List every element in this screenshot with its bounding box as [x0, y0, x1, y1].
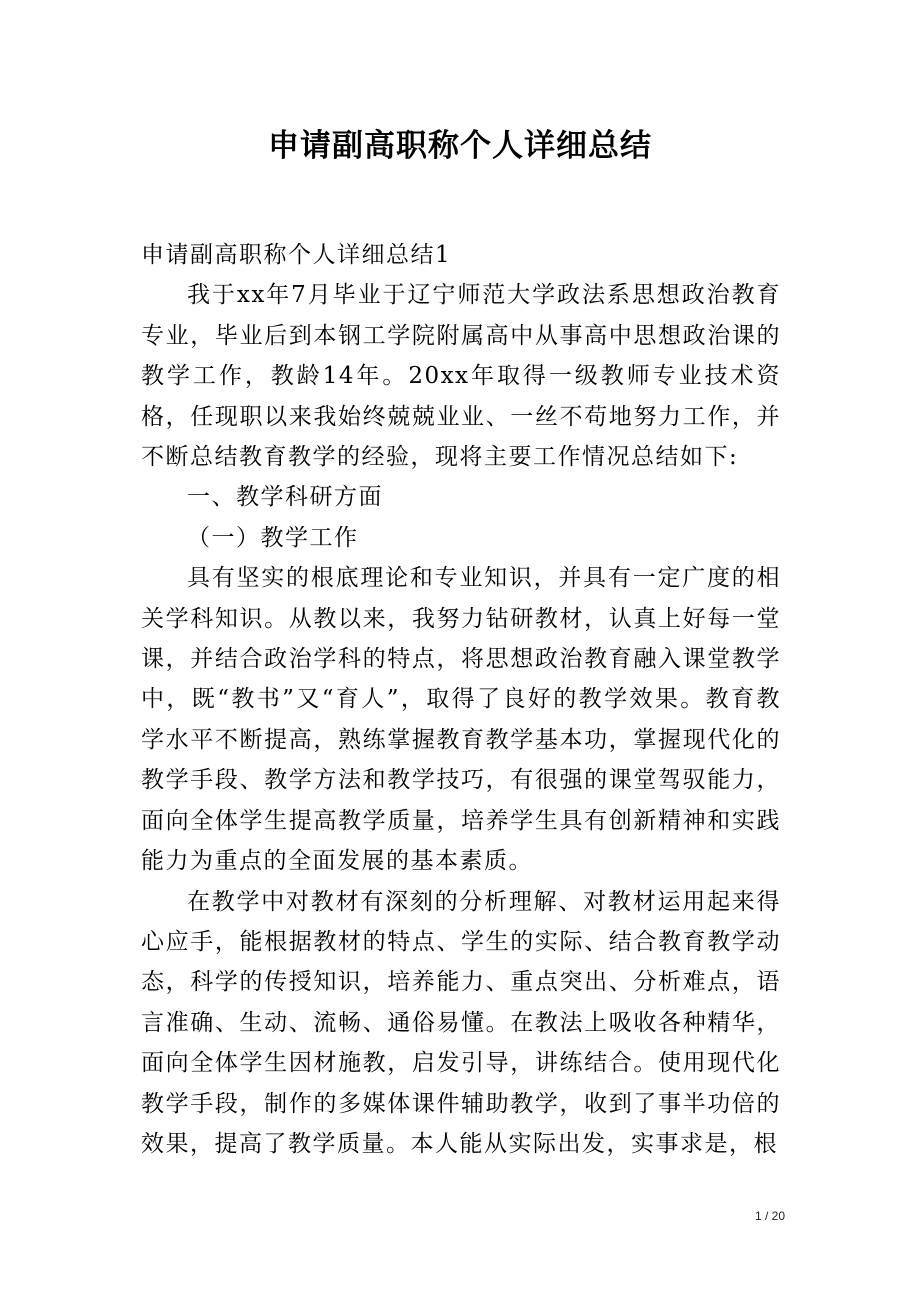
section-heading: 申请副高职称个人详细总结1 — [141, 242, 452, 268]
page-number: 1 / 20 — [754, 1209, 786, 1223]
intro-paragraph: 我于xx年7月毕业于辽宁师范大学政法系思想政治教育专业，毕业后到本钢工学院附属高中从事高中思想政治课的教学工作，教龄14年。20xx年取得一级教师专业技术资格，任现职以来我始终兢兢业业、一丝不苟地努力工作，并不断总结教育教学的经验，现将主要工作情况总结如下: — [141, 282, 781, 471]
body-paragraph: 具有坚实的根底理论和专业知识，并具有一定广度的相关学科知识。从教以来，我努力钻研教材，认真上好每一堂课，并结合政治学科的特点，将思想政治教育融入课堂教学中，既“教书”又“育人”，取得了良好的教学效果。教育教学水平不断提高，熟练掌握教育教学基本功，掌握现代化的教学手段、教学方法和教学技巧，有很强的课堂驾驭能力，面向全体学生提高教学质量，培养学生具有创新精神和实践能力为重点的全面发展的基本素质。 — [141, 565, 781, 875]
subsection-heading-teaching-research: 一、教学科研方面 — [187, 484, 383, 511]
subsection-heading-teaching-work: （一）教学工作 — [187, 524, 359, 551]
body-paragraph: 在教学中对教材有深刻的分析理解、对教材运用起来得心应手，能根据教材的特点、学生的实际、结合教育教学动态，科学的传授知识，培养能力、重点突出、分析难点，语言准确、生动、流畅、通俗易懂。在教法上吸收各种精华，面向全体学生因材施教，启发引导，讲练结合。使用现代化教学手段，制作的多媒体课件辅助教学，收到了事半功倍的效果，提高了教学质量。本人能从实际出发，实事求是，根 — [141, 888, 781, 1157]
document-body — [141, 235, 781, 1164]
document-title: 申请副高职称个人详细总结 — [268, 128, 652, 164]
